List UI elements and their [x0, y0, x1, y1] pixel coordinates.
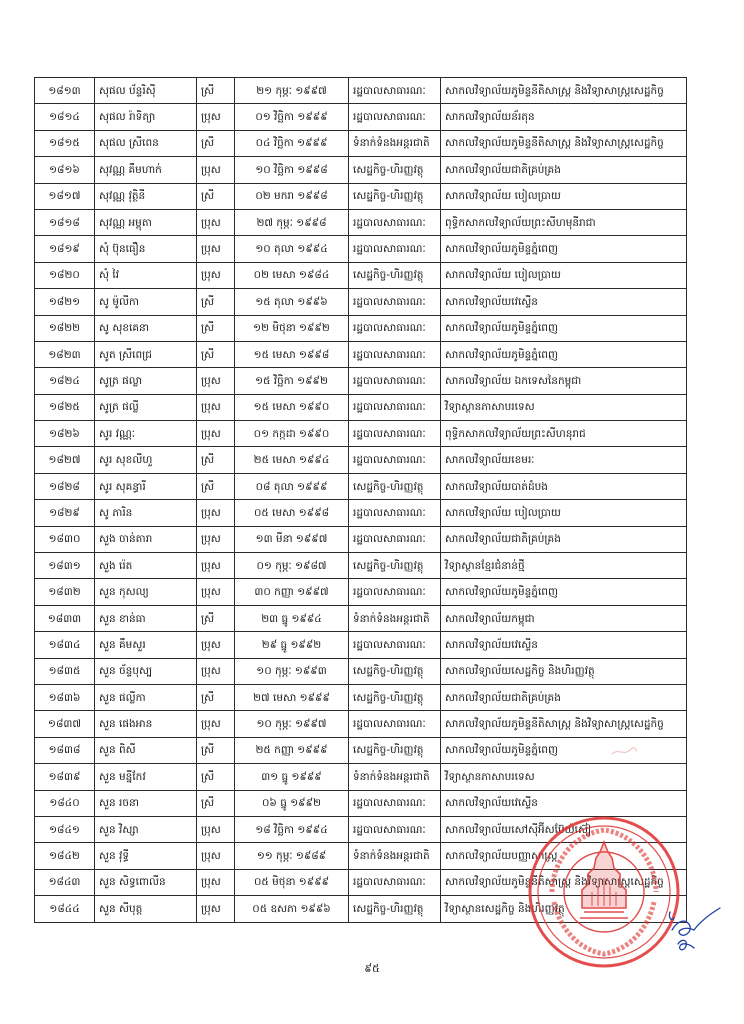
- row-sex: ប្រុស: [197, 843, 235, 869]
- row-sex: ប្រុស: [197, 658, 235, 684]
- row-major: រដ្ឋបាលសាធារណៈ: [349, 500, 441, 526]
- row-dob: ២៣ ធ្នូ ១៩៩៤: [235, 605, 349, 631]
- row-institution: សាកលវិទ្យាល័យភូមិន្ទភ្នំពេញ: [441, 315, 687, 341]
- row-number: ១៨៣៩: [35, 764, 95, 790]
- row-major: រដ្ឋបាលសាធារណៈ: [349, 816, 441, 842]
- row-dob: ១៣ មីនា ១៩៩៧: [235, 526, 349, 552]
- row-major: រដ្ឋបាលសាធារណៈ: [349, 289, 441, 315]
- row-institution: សាកលវិទ្យាល័យ បៀលប្រាយ: [441, 183, 687, 209]
- row-sex: ប្រុស: [197, 526, 235, 552]
- row-sex: ប្រុស: [197, 896, 235, 922]
- table-row: [35, 262, 687, 288]
- row-name: សូត្រ ផល្លី: [95, 394, 197, 420]
- row-name: សួន មន្នីកែវ: [95, 764, 197, 790]
- table-row: [35, 553, 687, 579]
- row-sex: ប្រុស: [197, 500, 235, 526]
- row-dob: ០៤ វិច្ឆិកា ១៩៩៩: [235, 130, 349, 156]
- row-number: ១៨៣០: [35, 526, 95, 552]
- row-institution: សាកលវិទ្យាល័យបាត់ដំបង: [441, 473, 687, 499]
- row-major: ទំនាក់ទំនងអន្តរជាតិ: [349, 843, 441, 869]
- row-sex: ប្រុស: [197, 553, 235, 579]
- table-row: [35, 711, 687, 737]
- row-sex: ស្រី: [197, 78, 235, 104]
- row-name: សួន សិទ្ធពោលីន: [95, 869, 197, 895]
- row-dob: ២៧ មេសា ១៩៩៩: [235, 684, 349, 710]
- row-name: សូរ សុគន្ធារី: [95, 473, 197, 499]
- table-row: [35, 394, 687, 420]
- row-institution: សាកលវិទ្យាល័យសេដ្ឋកិច្ច និងហិរញ្ញវត្ថុ: [441, 658, 687, 684]
- row-sex: ប្រុស: [197, 816, 235, 842]
- row-major: រដ្ឋបាលសាធារណៈ: [349, 104, 441, 130]
- stray-ink-mark: [610, 746, 638, 758]
- row-major: រដ្ឋបាលសាធារណៈ: [349, 526, 441, 552]
- row-dob: ០១ កក្កដា ១៩៩០: [235, 421, 349, 447]
- table-row: [35, 447, 687, 473]
- row-dob: ០២ មករា ១៩៩៨: [235, 183, 349, 209]
- row-sex: ស្រី: [197, 764, 235, 790]
- row-institution: សាកលវិទ្យាល័យភូមិន្ទនីតិសាស្ត្រ និងវិទ្យាសាស្ត្រសេដ្ឋកិច្ច: [441, 711, 687, 737]
- row-name: សុផល ប័ន្ទរិស៊ី: [95, 78, 197, 104]
- table-row: [35, 104, 687, 130]
- row-number: ១៨៣៦: [35, 684, 95, 710]
- row-sex: ប្រុស: [197, 157, 235, 183]
- row-institution: សាកលវិទ្យាល័យសៅស៊ីអ៊ីសប៊ែយ៉ស៊ៀ: [441, 816, 687, 842]
- row-institution: សាកលវិទ្យាល័យខេមរៈ: [441, 447, 687, 473]
- table-row: [35, 183, 687, 209]
- row-number: ១៨២៤: [35, 368, 95, 394]
- row-institution: សាកលវិទ្យាល័យភូមិន្ទភ្នំពេញ: [441, 341, 687, 367]
- row-institution: សាកលវិទ្យាល័យភូមិន្ទភ្នំពេញ: [441, 737, 687, 763]
- table-row: [35, 737, 687, 763]
- row-number: ១៨៤៤: [35, 896, 95, 922]
- row-dob: ៣១ ធ្នូ ១៩៩៩: [235, 764, 349, 790]
- row-sex: ស្រី: [197, 289, 235, 315]
- row-major: រដ្ឋបាលសាធារណៈ: [349, 711, 441, 737]
- row-sex: ប្រុស: [197, 236, 235, 262]
- row-name: សួន គឹមសួរ: [95, 632, 197, 658]
- table-row: [35, 764, 687, 790]
- row-institution: ពុទ្ធិកសាកលវិទ្យាល័យព្រះសីហនុរាជ: [441, 421, 687, 447]
- official-seal: [524, 812, 684, 972]
- row-sex: ប្រុស: [197, 632, 235, 658]
- row-dob: ១៥ មេសា ១៩៩០: [235, 394, 349, 420]
- row-institution: សាកលវិទ្យាល័យវេស្ទើន: [441, 632, 687, 658]
- row-sex: ស្រី: [197, 341, 235, 367]
- row-major: ទំនាក់ទំនងអន្តរជាតិ: [349, 130, 441, 156]
- row-name: សូ សុខគេនា: [95, 315, 197, 341]
- row-institution: សាកលវិទ្យាល័យ បៀលប្រាយ: [441, 262, 687, 288]
- row-dob: ២៥ កញ្ញា ១៩៩៩: [235, 737, 349, 763]
- row-institution: ពុទ្ធិកសាកលវិទ្យាល័យព្រះសីហមុនីរាជា: [441, 209, 687, 235]
- table-row: [35, 157, 687, 183]
- row-number: ១៨១៨: [35, 209, 95, 235]
- row-number: ១៨១៦: [35, 157, 95, 183]
- row-name: សូត្រ ផល្លា: [95, 368, 197, 394]
- row-major: សេដ្ឋកិច្ច-ហិរញ្ញវត្ថុ: [349, 737, 441, 763]
- row-dob: ១៥ វិច្ឆិកា ១៩៩២: [235, 368, 349, 394]
- table-row: [35, 632, 687, 658]
- row-number: ១៨៣៤: [35, 632, 95, 658]
- row-number: ១៨២៧: [35, 447, 95, 473]
- row-major: សេដ្ឋកិច្ច-ហិរញ្ញវត្ថុ: [349, 658, 441, 684]
- row-sex: ប្រុស: [197, 421, 235, 447]
- table-row: [35, 236, 687, 262]
- row-institution: សាកលវិទ្យាល័យជាតិគ្រប់គ្រង: [441, 157, 687, 183]
- row-name: សួន ផេងអាន: [95, 711, 197, 737]
- row-institution: សាកលវិទ្យាល័យវេស្ទើន: [441, 790, 687, 816]
- row-sex: ស្រី: [197, 790, 235, 816]
- row-name: សួន ខាន់ធា: [95, 605, 197, 631]
- row-major: រដ្ឋបាលសាធារណៈ: [349, 421, 441, 447]
- row-number: ១៨២០: [35, 262, 95, 288]
- row-dob: ២១ កុម្ភៈ ១៩៩៧: [235, 78, 349, 104]
- table-row: [35, 368, 687, 394]
- row-institution: សាកលវិទ្យាល័យភូមិន្ទនីតិសាស្ត្រ និងវិទ្យាសាស្ត្រសេដ្ឋកិច្ច: [441, 130, 687, 156]
- table-row: [35, 341, 687, 367]
- row-dob: ១០ តុលា ១៩៩៤: [235, 236, 349, 262]
- row-name: សួន ផល្លីកា: [95, 684, 197, 710]
- row-major: រដ្ឋបាលសាធារណៈ: [349, 78, 441, 104]
- row-dob: ០៥ មិថុនា ១៩៩៩: [235, 869, 349, 895]
- row-number: ១៨៣៥: [35, 658, 95, 684]
- row-dob: ០៦ ធ្នូ ១៩៩២: [235, 790, 349, 816]
- row-dob: ១០ វិច្ឆិកា ១៩៩៨: [235, 157, 349, 183]
- row-institution: សាកលវិទ្យាល័យភូមិន្ទភ្នំពេញ: [441, 579, 687, 605]
- row-major: រដ្ឋបាលសាធារណៈ: [349, 236, 441, 262]
- row-name: សួន រចនា: [95, 790, 197, 816]
- row-name: សុផល រ៉ាទិត្យា: [95, 104, 197, 130]
- row-institution: សាកលវិទ្យាល័យភូមិន្ទនីតិសាស្ត្រ និងវិទ្យាសាស្ត្រសេដ្ឋកិច្ច: [441, 869, 687, 895]
- row-major: រដ្ឋបាលសាធារណៈ: [349, 579, 441, 605]
- handwritten-signature: [664, 900, 724, 958]
- table-row: [35, 500, 687, 526]
- row-dob: ២៧ កុម្ភៈ ១៩៩៨: [235, 209, 349, 235]
- row-sex: ស្រី: [197, 183, 235, 209]
- row-major: រដ្ឋបាលសាធារណៈ: [349, 341, 441, 367]
- row-major: សេដ្ឋកិច្ច-ហិរញ្ញវត្ថុ: [349, 896, 441, 922]
- table-row: [35, 209, 687, 235]
- row-sex: ប្រុស: [197, 579, 235, 605]
- row-institution: សាកលវិទ្យាល័យបញ្ញាសាស្ត្រ: [441, 843, 687, 869]
- row-institution: សាកលវិទ្យាល័យភូមិន្ទនីតិសាស្ត្រ និងវិទ្យាសាស្ត្រសេដ្ឋកិច្ច: [441, 78, 687, 104]
- row-major: ទំនាក់ទំនងអន្តរជាតិ: [349, 764, 441, 790]
- row-major: រដ្ឋបាលសាធារណៈ: [349, 632, 441, 658]
- row-name: សុំ វៃ: [95, 262, 197, 288]
- row-number: ១៨១៤: [35, 104, 95, 130]
- row-dob: ១៥ មេសា ១៩៩៨: [235, 341, 349, 367]
- row-number: ១៨៣១: [35, 553, 95, 579]
- page-number: ៩៥: [364, 962, 380, 975]
- row-institution: សាកលវិទ្យាល័យជាតិគ្រប់គ្រង: [441, 684, 687, 710]
- row-number: ១៨៤០: [35, 790, 95, 816]
- row-sex: ប្រុស: [197, 368, 235, 394]
- row-major: សេដ្ឋកិច្ច-ហិរញ្ញវត្ថុ: [349, 684, 441, 710]
- row-dob: ១០ កុម្ភៈ ១៩៩៧: [235, 711, 349, 737]
- row-dob: ២៩ ធ្នូ ១៩៩២: [235, 632, 349, 658]
- row-institution: សាកលវិទ្យាល័យកម្ពុជា: [441, 605, 687, 631]
- row-sex: ប្រុស: [197, 262, 235, 288]
- row-sex: ស្រី: [197, 130, 235, 156]
- row-major: រដ្ឋបាលសាធារណៈ: [349, 394, 441, 420]
- table-row: [35, 684, 687, 710]
- roster-table: [34, 77, 687, 923]
- row-sex: ប្រុស: [197, 711, 235, 737]
- row-number: ១៨៤១: [35, 816, 95, 842]
- row-number: ១៨៣៣: [35, 605, 95, 631]
- table-row: [35, 526, 687, 552]
- table-row: [35, 289, 687, 315]
- row-number: ១៨២១: [35, 289, 95, 315]
- row-dob: ១៥ តុលា ១៩៩៦: [235, 289, 349, 315]
- row-sex: ស្រី: [197, 605, 235, 631]
- row-name: សួន វុទ្ធី: [95, 843, 197, 869]
- row-sex: ប្រុស: [197, 394, 235, 420]
- row-dob: ០៥ មេសា ១៩៩៨: [235, 500, 349, 526]
- row-major: សេដ្ឋកិច្ច-ហិរញ្ញវត្ថុ: [349, 553, 441, 579]
- row-institution: វិទ្យាស្ថានភាសាបរទេស: [441, 764, 687, 790]
- row-major: សេដ្ឋកិច្ច-ហិរញ្ញវត្ថុ: [349, 262, 441, 288]
- row-number: ១៨១៩: [35, 236, 95, 262]
- row-major: ទំនាក់ទំនងអន្តរជាតិ: [349, 605, 441, 631]
- row-institution: សាកលវិទ្យាល័យជាតិគ្រប់គ្រង: [441, 526, 687, 552]
- row-name: សួន កុសល្យ: [95, 579, 197, 605]
- row-name: សួន វិស្សា: [95, 816, 197, 842]
- row-sex: ស្រី: [197, 684, 235, 710]
- row-dob: ០៨ តុលា ១៩៩៩: [235, 473, 349, 499]
- row-name: សូ ម៉ូលីកា: [95, 289, 197, 315]
- row-institution: វិទ្យាស្ថានភាសាបរទេស: [441, 394, 687, 420]
- row-number: ១៨២៣: [35, 341, 95, 367]
- row-dob: ៣០ កញ្ញា ១៩៩៧: [235, 579, 349, 605]
- row-major: រដ្ឋបាលសាធារណៈ: [349, 368, 441, 394]
- table-row: [35, 78, 687, 104]
- row-major: រដ្ឋបាលសាធារណៈ: [349, 315, 441, 341]
- row-major: សេដ្ឋកិច្ច-ហិរញ្ញវត្ថុ: [349, 473, 441, 499]
- row-dob: ១២ មិថុនា ១៩៩២: [235, 315, 349, 341]
- table-row: [35, 315, 687, 341]
- table-row: [35, 421, 687, 447]
- row-dob: ១០ កុម្ភៈ ១៩៩៣: [235, 658, 349, 684]
- row-major: រដ្ឋបាលសាធារណៈ: [349, 869, 441, 895]
- row-name: សួង រ៉េត: [95, 553, 197, 579]
- row-name: សូរ វណ្ណៈ: [95, 421, 197, 447]
- row-major: សេដ្ឋកិច្ច-ហិរញ្ញវត្ថុ: [349, 183, 441, 209]
- row-name: សុវណ្ណ អម្ពុតា: [95, 209, 197, 235]
- row-institution: សាកលវិទ្យាល័យ ឯកទេសនៃកម្ពុជា: [441, 368, 687, 394]
- row-institution: វិទ្យាស្ថានខ្មែរជំនាន់ថ្មី: [441, 553, 687, 579]
- row-number: ១៨២២: [35, 315, 95, 341]
- row-sex: ប្រុស: [197, 869, 235, 895]
- row-name: សុផល ស្រីពេន: [95, 130, 197, 156]
- row-dob: ០១ កុម្ភៈ ១៩៨៧: [235, 553, 349, 579]
- row-number: ១៨២៩: [35, 500, 95, 526]
- row-name: សួង ចាន់តារា: [95, 526, 197, 552]
- row-dob: ២៥ មេសា ១៩៩៤: [235, 447, 349, 473]
- row-name: សូត ស្រីពេជ្រ: [95, 341, 197, 367]
- row-major: រដ្ឋបាលសាធារណៈ: [349, 447, 441, 473]
- row-sex: ប្រុស: [197, 209, 235, 235]
- row-number: ១៨៣២: [35, 579, 95, 605]
- row-number: ១៨២៨: [35, 473, 95, 499]
- row-number: ១៨១៣: [35, 78, 95, 104]
- row-major: សេដ្ឋកិច្ច-ហិរញ្ញវត្ថុ: [349, 157, 441, 183]
- row-number: ១៨២៦: [35, 421, 95, 447]
- row-institution: សាកលវិទ្យាល័យវេស្ទើន: [441, 289, 687, 315]
- row-name: សួន ពិសី: [95, 737, 197, 763]
- row-number: ១៨៤២: [35, 843, 95, 869]
- row-sex: ស្រី: [197, 315, 235, 341]
- table-row: [35, 579, 687, 605]
- row-dob: ១១ កុម្ភៈ ១៩៨៩: [235, 843, 349, 869]
- table-row: [35, 605, 687, 631]
- row-name: សុវណ្ណ គឹមហាក់: [95, 157, 197, 183]
- row-number: ១៨៤៣: [35, 869, 95, 895]
- row-number: ១៨២៥: [35, 394, 95, 420]
- roster-body: [35, 78, 687, 923]
- row-institution: វិទ្យាស្ថានសេដ្ឋកិច្ច និងហិរញ្ញវត្ថុ: [441, 896, 687, 922]
- row-name: សុំ ប៊ុនធឿន: [95, 236, 197, 262]
- row-major: រដ្ឋបាលសាធារណៈ: [349, 790, 441, 816]
- row-name: សួន ច័ន្ទបុស្ប: [95, 658, 197, 684]
- row-sex: ស្រី: [197, 737, 235, 763]
- row-dob: ១៨ វិច្ឆិកា ១៩៩៤: [235, 816, 349, 842]
- row-institution: សាកលវិទ្យាល័យភូមិន្ទភ្នំពេញ: [441, 236, 687, 262]
- table-row: [35, 473, 687, 499]
- table-row: [35, 658, 687, 684]
- row-name: សួន សីបុត្ត: [95, 896, 197, 922]
- row-number: ១៨១៧: [35, 183, 95, 209]
- row-name: សូរ សុខលីហួ: [95, 447, 197, 473]
- row-sex: ប្រុស: [197, 104, 235, 130]
- row-institution: សាកលវិទ្យាល័យន័រតុន: [441, 104, 687, 130]
- row-dob: ០៥ ឧសភា ១៩៩៦: [235, 896, 349, 922]
- row-sex: ស្រី: [197, 473, 235, 499]
- row-dob: ០២ មេសា ១៩៨៤: [235, 262, 349, 288]
- table-row: [35, 130, 687, 156]
- row-sex: ស្រី: [197, 447, 235, 473]
- row-number: ១៨៣៧: [35, 711, 95, 737]
- row-number: ១៨១៥: [35, 130, 95, 156]
- row-institution: សាកលវិទ្យាល័យ បៀលប្រាយ: [441, 500, 687, 526]
- row-number: ១៨៣៨: [35, 737, 95, 763]
- row-name: សូ ភារិន: [95, 500, 197, 526]
- row-dob: ០១ វិច្ឆិកា ១៩៩៩: [235, 104, 349, 130]
- row-major: រដ្ឋបាលសាធារណៈ: [349, 209, 441, 235]
- row-name: សុវណ្ណ វុត្ថិនី: [95, 183, 197, 209]
